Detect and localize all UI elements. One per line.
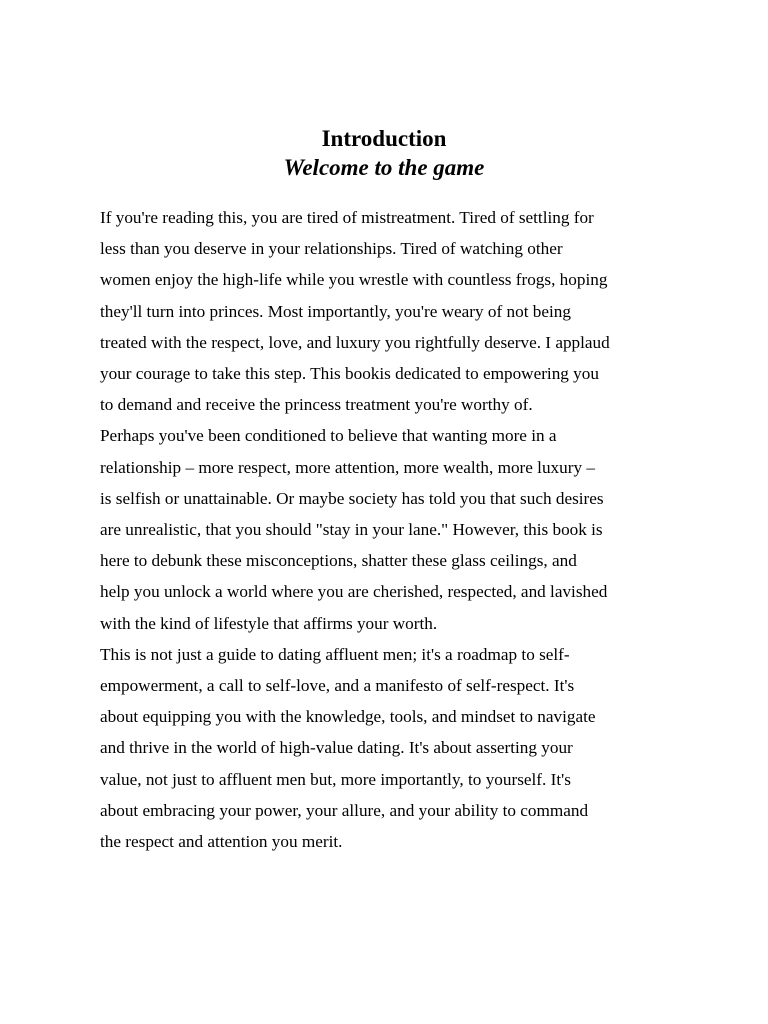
- text-line: If you're reading this, you are tired of mistreatment. Tired of settling for: [100, 208, 594, 227]
- text-line: This is not just a guide to dating affluent men; it's a roadmap to self-: [100, 644, 570, 664]
- text-line: your courage to take this step. This bookis dedicated to empowering you: [100, 364, 599, 384]
- text-line: here to debunk these misconceptions, shatter these glass ceilings, and: [100, 551, 577, 571]
- text-line: relationship – more respect, more attention, more wealth, more luxury –: [100, 457, 595, 477]
- chapter-heading: [0, 124, 768, 182]
- text-line: they'll turn into princes. Most importantly, you're weary of not being: [100, 301, 571, 321]
- text-line: is selfish or unattainable. Or maybe society has told you that such desires: [100, 488, 604, 508]
- text-line: Perhaps you've been conditioned to believe that wanting more in a: [100, 426, 557, 446]
- text-line: to demand and receive the princess treatment you're worthy of.: [100, 395, 533, 415]
- chapter-subtitle: Welcome to the game: [283, 155, 485, 180]
- chapter-title: Introduction: [321, 126, 447, 151]
- text-line: treated with the respect, love, and luxury you rightfully deserve. I applaud: [100, 332, 610, 352]
- text-line: empowerment, a call to self-love, and a manifesto of self-respect. It's: [100, 676, 575, 696]
- body-text: [100, 202, 680, 857]
- text-line: the respect and attention you merit.: [100, 832, 343, 852]
- text-line: less than you deserve in your relationships. Tired of watching other: [100, 239, 563, 259]
- text-line: value, not just to affluent men but, more importantly, to yourself. It's: [100, 769, 571, 789]
- text-line: help you unlock a world where you are cherished, respected, and lavished: [100, 582, 608, 602]
- text-line: are unrealistic, that you should "stay in your lane." However, this book is: [100, 520, 603, 540]
- text-line: and thrive in the world of high-value dating. It's about asserting your: [100, 738, 573, 758]
- text-line: about embracing your power, your allure, and your ability to command: [100, 800, 589, 820]
- text-line: with the kind of lifestyle that affirms your worth.: [100, 613, 438, 633]
- text-line: women enjoy the high-life while you wrestle with countless frogs, hoping: [100, 270, 608, 290]
- text-line: about equipping you with the knowledge, tools, and mindset to navigate: [100, 707, 596, 727]
